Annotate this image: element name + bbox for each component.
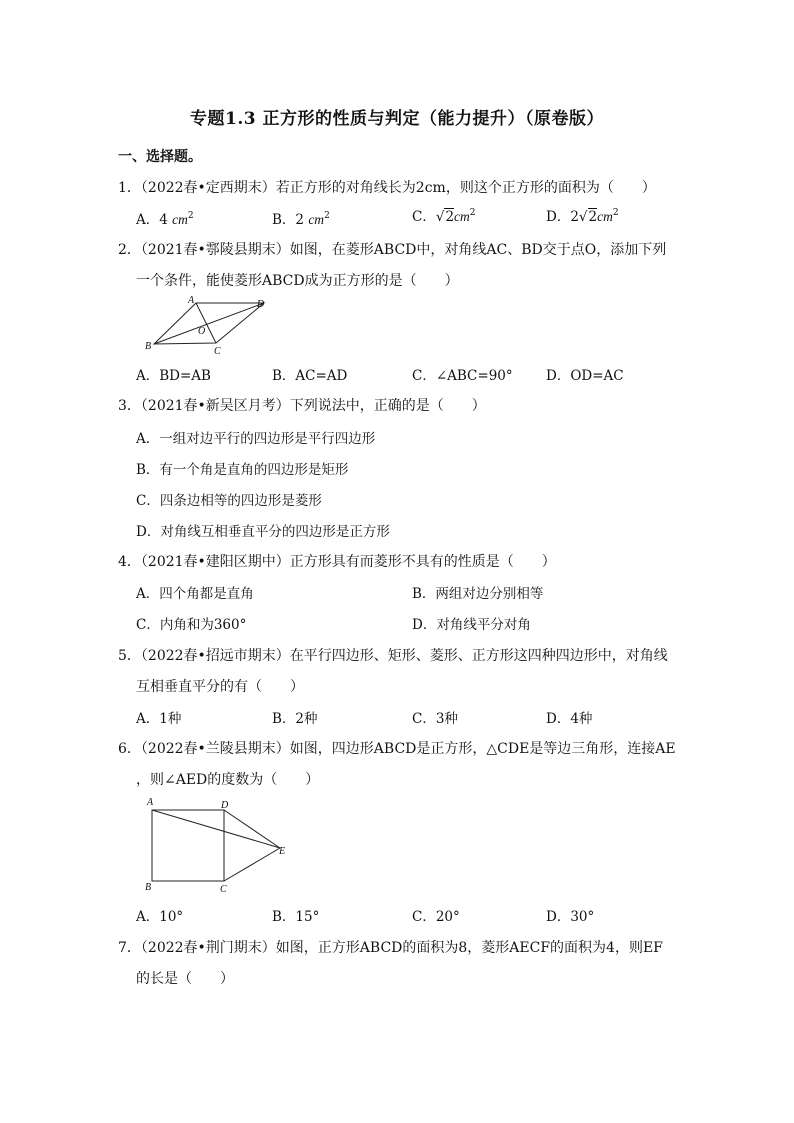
question-3-option-c: C．四条边相等的四边形是菱形 xyxy=(136,493,322,509)
label-b: B xyxy=(145,341,152,352)
question-4-option-b: B．两组对边分别相等 xyxy=(412,586,544,602)
question-2-stem-line-1: 2．（2021春•鄠陵县期末）如图，在菱形ABCD中，对角线AC、BD交于点O，添加下列 xyxy=(118,242,667,258)
question-5-stem-line-1: 5．（2022春•招远市期末）在平行四边形、矩形、菱形、正方形这四种四边形中，对角线 xyxy=(118,648,668,664)
question-7-stem-line-2: 的长是（ ） xyxy=(136,971,234,987)
segment-de xyxy=(224,810,280,848)
question-4-option-c: C．内角和为360° xyxy=(136,617,247,633)
question-6-stem-line-1: 6．（2022春•兰陵县期末）如图，四边形ABCD是正方形，△CDE是等边三角形，连接AE xyxy=(118,741,676,757)
question-3-option-b: B．有一个角是直角的四边形是矩形 xyxy=(136,462,349,478)
question-6-option-c: C．20° xyxy=(412,909,460,925)
segment-ce xyxy=(224,848,280,881)
question-3-option-a: A．一组对边平行的四边形是平行四边形 xyxy=(136,431,376,447)
section-heading: 一、选择题。 xyxy=(118,149,202,165)
question-5-option-d: D．4种 xyxy=(546,711,593,727)
question-2-stem-line-2: 一个条件，能使菱形ABCD成为正方形的是（ ） xyxy=(136,273,459,289)
page-title: 专题1.3 正方形的性质与判定（能力提升）（原卷版） xyxy=(190,109,604,129)
question-2-option-c: C．∠ABC=90° xyxy=(412,368,513,384)
question-2-option-b: B．AC=AD xyxy=(272,368,348,384)
label-b: B xyxy=(145,882,152,893)
diagonal-bd xyxy=(154,303,264,344)
question-6-option-a: A．10° xyxy=(136,909,184,925)
label-d: D xyxy=(257,299,265,310)
question-1-stem: 1．（2022春•定西期末）若正方形的对角线长为2cm，则这个正方形的面积为（ ） xyxy=(118,180,656,196)
question-1-option-d: D．$2√2cm^2$ xyxy=(546,208,619,225)
question-5-option-b: B．2种 xyxy=(272,711,318,727)
question-6-option-d: D．30° xyxy=(546,909,595,925)
question-4-option-a: A．四个角都是直角 xyxy=(136,586,254,602)
question-6-option-b: B．15° xyxy=(272,909,320,925)
square-triangle-figure xyxy=(140,793,300,893)
label-e: E xyxy=(279,846,286,857)
label-a: A xyxy=(147,797,154,808)
question-5-stem-line-2: 互相垂直平分的有（ ） xyxy=(136,679,304,695)
label-a: A xyxy=(188,295,195,306)
question-4-stem: 4．（2021春•建阳区期中）正方形具有而菱形不具有的性质是（ ） xyxy=(118,554,556,570)
question-2-option-a: A．BD=AB xyxy=(136,368,211,384)
question-5-option-a: A．1种 xyxy=(136,711,182,727)
question-2-option-d: D．OD=AC xyxy=(546,368,624,384)
question-1-option-a: A．4 $cm^2$ xyxy=(136,211,194,228)
question-1-option-c: C．$√2cm^2$ xyxy=(412,208,476,225)
question-3-stem: 3．（2021春•新吴区月考）下列说法中，正确的是（ ） xyxy=(118,398,486,414)
label-o: O xyxy=(198,326,206,337)
label-c: C xyxy=(214,346,221,357)
question-6-stem-line-2: ，则∠AED的度数为（ ） xyxy=(136,772,320,788)
rhombus-figure xyxy=(140,293,280,359)
question-7-stem-line-1: 7．（2022春•荆门期末）如图，正方形ABCD的面积为8，菱形AECF的面积为4，则EF xyxy=(118,940,663,956)
label-c: C xyxy=(220,884,227,893)
question-1-option-b: B．2 $cm^2$ xyxy=(272,211,330,228)
question-3-option-d: D．对角线互相垂直平分的四边形是正方形 xyxy=(136,524,390,540)
question-5-option-c: C．3种 xyxy=(412,711,458,727)
question-4-option-d: D．对角线平分对角 xyxy=(412,617,531,633)
segment-ae xyxy=(152,810,280,848)
label-d: D xyxy=(221,800,229,811)
diagonal-ac xyxy=(196,303,216,343)
